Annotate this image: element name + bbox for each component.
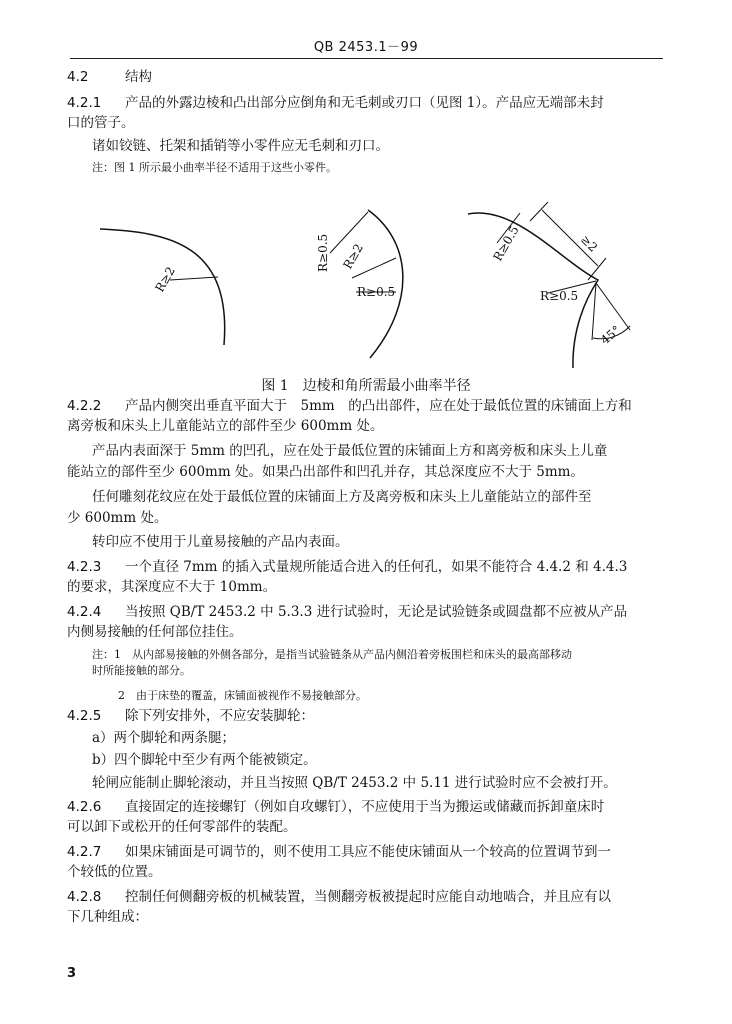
- clause-4-2-6: 4.2.6 直接固定的连接螺钉（例如自攻螺钉），不应使用于当为搬运或储藏而拆卸童床时: [67, 799, 605, 815]
- clause-4-2-2-l2: 离旁板和床头上儿童能站立的部件至少 600mm 处。: [67, 418, 384, 434]
- clause-4-2-5-l2: 轮闸应能制止脚轮滚动，并且当按照 QB/T 2453.2 中 5.11 进行试验时应不会被打开。: [92, 775, 617, 791]
- label-a-r2: R≥2: [152, 264, 178, 295]
- clause-4-2-4: 4.2.4 当按照 QB/T 2453.2 中 5.3.3 进行试验时，无论是试验链条或圆盘都不应被从产品: [67, 604, 628, 620]
- clause-4-2-2-l4: 能站立的部件至少 600mm 处。如果凸出部件和凹孔并存，其总深度应不大于 5mm。: [67, 464, 584, 480]
- label-c-r05-top: R≥0.5: [490, 223, 522, 264]
- clause-4-2-2-l6: 少 600mm 处。: [67, 510, 168, 526]
- clause-4-2-2-l3: 产品内表面深于 5mm 的凹孔，应在处于最低位置的床铺面上方和离旁板和床头上儿童: [92, 443, 608, 459]
- clause-4-2-4-note2: 2 由于床垫的覆盖，床铺面被视作不易接触部分。: [118, 689, 367, 702]
- dimension-ext-c1: [530, 202, 548, 221]
- clause-4-2-1: 4.2.1 产品的外露边棱和凸出部分应倒角和无毛刺或刃口（见图 1）。产品应无端部未封: [67, 95, 604, 111]
- clause-4-2-4-l2: 内侧易接触的任何部位挂住。: [67, 624, 243, 640]
- clause-4-2-2-l5: 任何雕刻花纹应在处于最低位置的床铺面上方及离旁板和床头上儿童能站立的部件至: [92, 489, 592, 505]
- label-c-45deg: 45°: [597, 322, 624, 348]
- edge-curve-b: [368, 210, 403, 358]
- clause-4-2-2-l7: 转印应不使用于儿童易接触的产品内表面。: [92, 534, 349, 550]
- clause-4-2-1-cont: 口的管子。: [67, 115, 135, 131]
- clause-4-2-3: 4.2.3 一个直径 7mm 的插入式量规所能适合进入的任何孔，如果不能符合 4.4.2 和 4.4.3: [67, 559, 628, 575]
- label-b-r05-top: R≥0.5: [316, 233, 330, 272]
- clause-4-2-8: 4.2.8 控制任何侧翻旁板的机械装置，当侧翻旁板被提起时应能自动地啮合，并且应有以: [67, 889, 611, 905]
- label-c-r05-bottom: R≥0.5: [540, 289, 579, 303]
- radius-leader-a: [170, 277, 218, 280]
- label-b-r2: R≥2: [340, 241, 366, 272]
- clause-4-2-6-l2: 可以卸下或松开的任何零部件的装配。: [67, 819, 297, 835]
- clause-4-2-7-l2: 个较低的位置。: [67, 864, 162, 880]
- page-number: 3: [67, 966, 77, 981]
- section-heading: 4.2 结构: [67, 69, 152, 85]
- clause-4-2-5-b: b）四个脚轮中至少有两个能被锁定。: [92, 752, 317, 768]
- clause-4-2-5: 4.2.5 除下列安排外，不应安装脚轮：: [67, 708, 314, 724]
- clause-4-2-5-a: a）两个脚轮和两条腿；: [92, 730, 236, 746]
- clause-4-2-2: 4.2.2 产品内侧突出垂直平面大于 5mm 的凸出部件，应在处于最低位置的床铺面上方和: [67, 398, 632, 414]
- clause-4-2-4-note1-cont: 时所能接触的部分。: [92, 664, 191, 677]
- clause-4-2-1-small-parts: 诸如铰链、托架和插销等小零件应无毛刺和刃口。: [92, 138, 389, 154]
- clause-4-2-8-l2: 下几种组成：: [67, 909, 148, 925]
- dimension-ext-c2: [588, 258, 606, 280]
- clause-4-2-3-l2: 的要求，其深度应不大于 10mm。: [67, 579, 277, 595]
- label-b-r05-bottom: R≥0.5: [357, 285, 396, 299]
- clause-4-2-4-note1: 注：1 从内部易接触的外侧各部分，是指当试验链条从产品内侧沿着旁板围栏和床头的最高部移动: [92, 648, 572, 661]
- figure-caption: 图 1 边棱和角所需最小曲率半径: [261, 378, 471, 394]
- edge-curve-c: [468, 213, 601, 368]
- clause-4-2-1-note: 注：图 1 所示最小曲率半径不适用于这些小零件。: [92, 161, 337, 174]
- label-c-dim2: ≥2: [577, 232, 601, 255]
- clause-4-2-7: 4.2.7 如果床铺面是可调节的，则不使用工具应不能使床铺面从一个较高的位置调节到一: [67, 844, 611, 860]
- standard-code-header: QB 2453.1－99: [313, 40, 419, 55]
